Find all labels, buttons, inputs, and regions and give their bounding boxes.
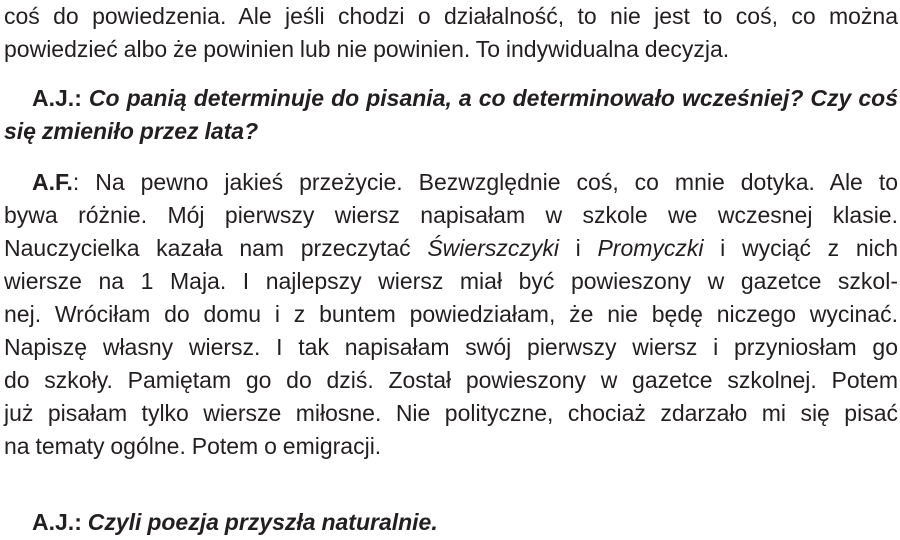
question-paragraph-1 (4, 82, 898, 148)
text-line (4, 506, 898, 539)
text-line: wiersze na 1 Maja. I najlepszy wiersz miał być powieszony w gazetce szkol- (4, 268, 898, 294)
respondent-label: A.F. (32, 169, 73, 195)
text-line: powiedzieć albo że powinien lub nie powinien. To indywidualna decyzja. (4, 36, 730, 62)
colon: : (74, 509, 82, 535)
text-line (4, 232, 898, 265)
question-paragraph-2 (4, 506, 898, 539)
text-line: na tematy ogólne. Potem o emigracji. (4, 433, 382, 459)
text-line: coś do powiedzenia. Ale jeśli chodzi o działalność, to nie jest to coś, co można (4, 3, 898, 29)
text-line (4, 166, 898, 199)
answer-text: Nauczycielka kazała nam przeczytać (4, 235, 428, 261)
text-line: już pisałam tylko wiersze miłosne. Nie polityczne, chociaż zdarzało mi się pisać (4, 400, 898, 426)
interviewer-label: A.J. (32, 509, 75, 535)
text-line (4, 115, 898, 148)
answer-paragraph-1 (4, 166, 898, 463)
paragraph-intro (4, 0, 898, 66)
interviewer-label: A.J. (32, 85, 75, 111)
text-line: nej. Wróciłam do domu i z buntem powiedziałam, że nie będę niczego wycinać. (4, 301, 898, 327)
question-text: Czyli poezja przyszła naturalnie. (81, 509, 438, 535)
book-title: Promyczki (597, 235, 704, 261)
book-title: Świerszczyki (427, 235, 559, 261)
text-line: do szkoły. Pamiętam go do dziś. Został powieszony w gazetce szkolnej. Potem (4, 367, 898, 393)
text-line: Napiszę własny wiersz. I tak napisałam swój pierwszy wiersz i przyniosłam go (4, 334, 898, 360)
question-text: Co panią determinuje do pisania, a co determinowało wcześniej? Czy coś (81, 85, 898, 111)
text-line: bywa różnie. Mój pierwszy wiersz napisałam w szkole we wczesnej klasie. (4, 202, 898, 228)
answer-text: i (558, 235, 598, 261)
colon: : (74, 85, 82, 111)
answer-text: i wyciąć z nich (703, 235, 899, 261)
answer-text: : Na pewno jakieś przeżycie. Bezwzględnie coś, co mnie dotyka. Ale to (72, 169, 898, 195)
question-text: się zmieniło przez lata? (4, 118, 259, 144)
text-line (4, 82, 898, 115)
